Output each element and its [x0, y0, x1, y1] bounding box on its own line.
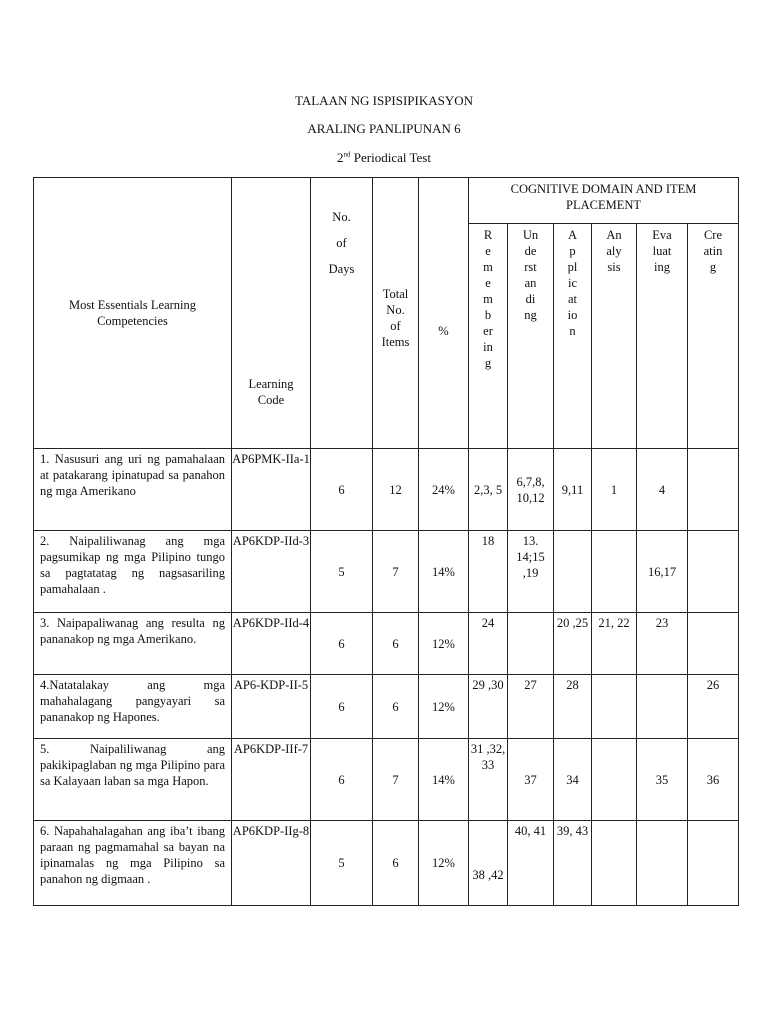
analysis-cell: 1: [592, 449, 637, 531]
application-cell: 9,11: [554, 449, 592, 531]
creating-cell: [688, 449, 739, 531]
competency-cell: 5. Naipaliliwanag ang pakikipaglaban ng mga Pilipino para sa Kalayaan laban sa mga Hapon.: [34, 739, 232, 821]
code-cell: AP6KDP-IId-4: [232, 613, 311, 675]
table-row: [34, 613, 739, 675]
total-cell: 6: [373, 613, 419, 675]
competency-cell: 4.Natatalakay ang mga mahahalagang pangyayari sa pananakop ng Hapones.: [34, 675, 232, 739]
remembering-cell: 18: [469, 531, 508, 613]
header-percent: %: [419, 178, 469, 449]
days-cell: 5: [311, 821, 373, 906]
application-cell: 39, 43: [554, 821, 592, 906]
analysis-cell: [592, 739, 637, 821]
total-cell: 7: [373, 531, 419, 613]
competency-cell: 2. Naipaliliwanag ang mga pagsumikap ng mga Pilipino tungo sa pagtatatag ng nagsasariling pamahalaan .: [34, 531, 232, 613]
understanding-cell: 13. 14;15 ,19: [508, 531, 554, 613]
understanding-cell: [508, 613, 554, 675]
code-cell: AP6KDP-IIf-7: [232, 739, 311, 821]
creating-cell: 36: [688, 739, 739, 821]
table-row: [34, 739, 739, 821]
header-cognitive-domain: COGNITIVE DOMAIN AND ITEM PLACEMENT: [469, 178, 739, 224]
application-cell: 20 ,25: [554, 613, 592, 675]
evaluating-cell: 16,17: [637, 531, 688, 613]
total-cell: 12: [373, 449, 419, 531]
table-row: [34, 531, 739, 613]
evaluating-cell: [637, 675, 688, 739]
test-ordinal-suffix: nd: [343, 150, 351, 159]
remembering-cell: 2,3, 5: [469, 449, 508, 531]
evaluating-cell: 23: [637, 613, 688, 675]
evaluating-cell: 35: [637, 739, 688, 821]
days-cell: 6: [311, 675, 373, 739]
code-cell: AP6KDP-IIg-8: [232, 821, 311, 906]
remembering-cell: 31 ,32, 33: [469, 739, 508, 821]
understanding-cell: 40, 41: [508, 821, 554, 906]
header-evaluating: Eva luat ing: [637, 224, 688, 449]
table-row: [34, 449, 739, 531]
header-creating: Cre atin g: [688, 224, 739, 449]
header-no-of-days: No. of Days: [311, 178, 373, 449]
total-cell: 7: [373, 739, 419, 821]
application-cell: [554, 531, 592, 613]
header-application: A p pl ic at io n: [554, 224, 592, 449]
table-row: [34, 821, 739, 906]
understanding-cell: 27: [508, 675, 554, 739]
test-label: Periodical Test: [353, 150, 431, 165]
subject-title: ARALING PANLIPUNAN 6: [307, 121, 461, 136]
code-cell: AP6PMK-IIa-1: [232, 449, 311, 531]
competency-cell: 1. Nasusuri ang uri ng pamahalaan at patakarang ipinatupad sa panahon ng mga Amerikano: [34, 449, 232, 531]
competency-cell: 3. Naipapaliwanag ang resulta ng pananakop ng mga Amerikano.: [34, 613, 232, 675]
analysis-cell: [592, 821, 637, 906]
pct-cell: 14%: [419, 739, 469, 821]
application-cell: 28: [554, 675, 592, 739]
specification-table: [33, 177, 739, 906]
creating-cell: [688, 531, 739, 613]
code-cell: AP6KDP-IId-3: [232, 531, 311, 613]
remembering-cell: 38 ,42: [469, 821, 508, 906]
days-cell: 6: [311, 449, 373, 531]
days-cell: 6: [311, 613, 373, 675]
header-remembering: R e m e m b er in g: [469, 224, 508, 449]
creating-cell: 26: [688, 675, 739, 739]
header-competencies: Most Essentials Learning Competencies: [34, 178, 232, 449]
pct-cell: 12%: [419, 613, 469, 675]
pct-cell: 12%: [419, 675, 469, 739]
creating-cell: [688, 613, 739, 675]
analysis-cell: 21, 22: [592, 613, 637, 675]
remembering-cell: 24: [469, 613, 508, 675]
header-understanding: Un de rst an di ng: [508, 224, 554, 449]
understanding-cell: 6,7,8, 10,12: [508, 449, 554, 531]
document-title: TALAAN NG ISPISIPIKASYON: [294, 93, 474, 108]
header-learning-code: Learning Code: [232, 178, 311, 449]
code-cell: AP6-KDP-II-5: [232, 675, 311, 739]
pct-cell: 24%: [419, 449, 469, 531]
pct-cell: 14%: [419, 531, 469, 613]
creating-cell: [688, 821, 739, 906]
analysis-cell: [592, 531, 637, 613]
header-total-items: Total No. of Items: [373, 178, 419, 449]
header-analysis: An aly sis: [592, 224, 637, 449]
pct-cell: 12%: [419, 821, 469, 906]
days-cell: 6: [311, 739, 373, 821]
table-row: [34, 675, 739, 739]
evaluating-cell: 4: [637, 449, 688, 531]
remembering-cell: 29 ,30: [469, 675, 508, 739]
test-number: 2: [337, 150, 344, 165]
total-cell: 6: [373, 821, 419, 906]
test-title: [0, 150, 768, 166]
days-cell: 5: [311, 531, 373, 613]
application-cell: 34: [554, 739, 592, 821]
evaluating-cell: [637, 821, 688, 906]
understanding-cell: 37: [508, 739, 554, 821]
competency-cell: 6. Napahahalagahan ang iba’t ibang paraan ng pagmamahal sa bayan na ipinamalas ng mga Pilipino sa panahon ng digmaan .: [34, 821, 232, 906]
analysis-cell: [592, 675, 637, 739]
total-cell: 6: [373, 675, 419, 739]
